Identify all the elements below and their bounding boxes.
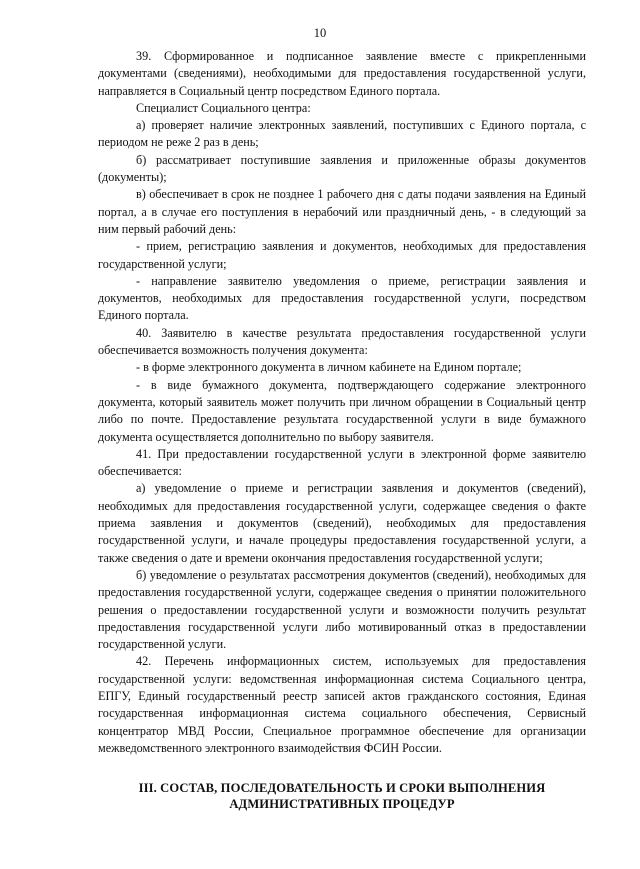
paragraph-40-item-2: - в виде бумажного документа, подтверждающего содержание электронного документа, который заявитель может получить при личном обращении в Социальный центр либо по почте. Предоставление результата государственной услуги в виде бумажного документа осуществляется дополнительно по выбору заявителя. xyxy=(98,377,586,444)
paragraph-41-b: б) уведомление о результатах рассмотрения документов (сведений), необходимых для предоставления государственной услуги, содержащее сведения о принятии положительного решения о предоставлении государственной услуги и возможности получить результат предоставления государственной услуги либо мотивированный отказ в предоставлении государственной услуги. xyxy=(98,567,586,652)
paragraph-39-v: в) обеспечивает в срок не позднее 1 рабочего дня с даты подачи заявления на Единый портал, а в случае его поступления в нерабочий или праздничный день, - в следующий за ним первый рабочий день: xyxy=(98,187,586,236)
page-number: 10 xyxy=(313,26,327,40)
paragraph-40: 40. Заявителю в качестве результата предоставления государственной услуги обеспечивается возможность получения документа: xyxy=(98,325,586,358)
section-heading-line-2: АДМИНИСТРАТИВНЫХ ПРОЦЕДУР xyxy=(229,797,455,812)
paragraph-41-a: а) уведомление о приеме и регистрации заявления и документов (сведений), необходимых для предоставления государственной услуги, содержащее сведения о факте приема заявления и документов (сведений), необходимых для предоставления государственной услуги, и начале процедуры предоставления государственной услуги, а также сведения о дате и времени окончания предоставления государственной услуги; xyxy=(98,481,586,565)
paragraph-39: 39. Сформированное и подписанное заявление вместе с прикрепленными документами (сведениями), необходимыми для предоставления государственной услуги, направляется в Социальный центр посредством Единого портала. xyxy=(98,49,586,98)
paragraph-41: 41. При предоставлении государственной услуги в электронной форме заявителю обеспечивается: xyxy=(98,446,586,479)
paragraph-40-item-1: - в форме электронного документа в личном кабинете на Едином портале; xyxy=(136,360,522,375)
section-heading xyxy=(98,780,586,812)
paragraph-39-v-item-2: - направление заявителю уведомления о приеме, регистрации заявления и документов, необходимых для предоставления государственной услуги, посредством Единого портала. xyxy=(98,273,586,323)
paragraph-42: 42. Перечень информационных систем, используемых для предоставления государственной услуги: ведомственная информационная система Социального центра, ЕПГУ, Единый государственный реестр записей актов гражданского состояния, Единая государственная информационная система социального обеспечения, Сервисный концентратор МВД России, Специальное программное обеспечение для организации межведомственного электронного взаимодействия ФСИН России. xyxy=(98,654,586,755)
section-heading-line-1: III. СОСТАВ, ПОСЛЕДОВАТЕЛЬНОСТЬ И СРОКИ ВЫПОЛНЕНИЯ xyxy=(138,781,546,796)
paragraph-specialist-intro: Специалист Социального центра: xyxy=(136,100,311,115)
paragraph-39-b: б) рассматривает поступившие заявления и приложенные образы документов (документы); xyxy=(98,152,586,185)
paragraph-39-a: а) проверяет наличие электронных заявлений, поступивших с Единого портала, с периодом не реже 2 раз в день; xyxy=(98,118,586,150)
document-body xyxy=(98,48,586,812)
paragraph-39-v-item-1: - прием, регистрацию заявления и документов, необходимых для предоставления государственной услуги; xyxy=(98,239,586,271)
